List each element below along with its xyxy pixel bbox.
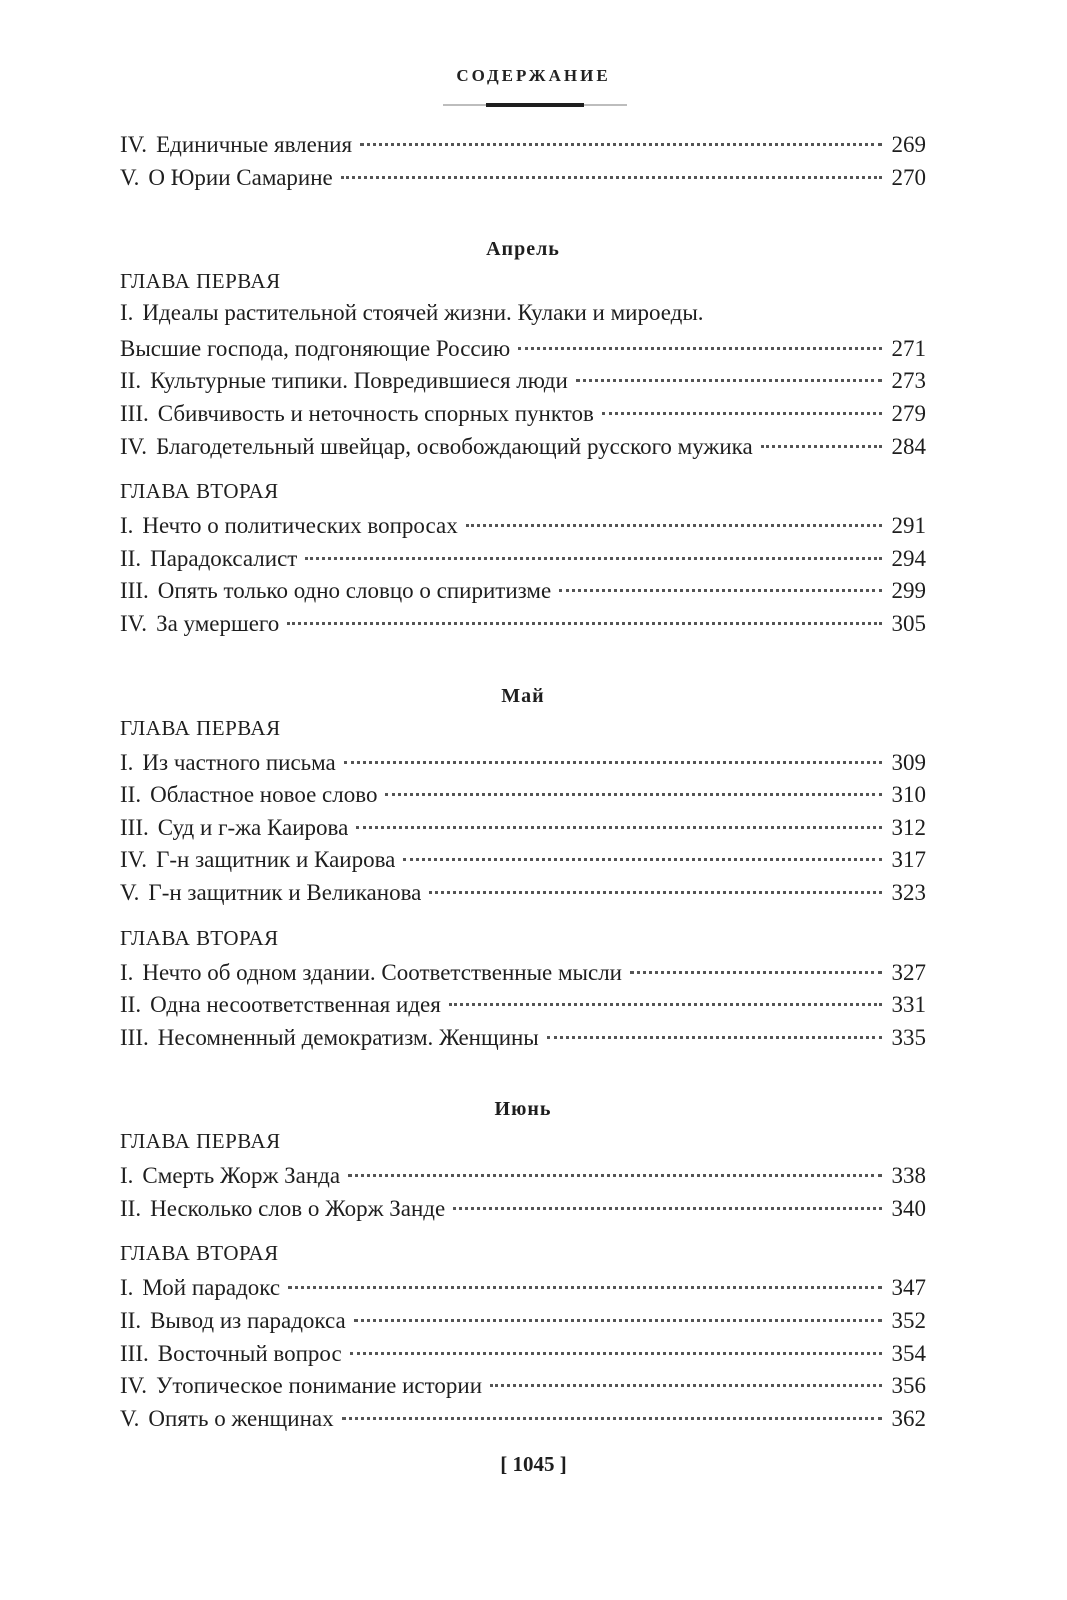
entry-page: 335 — [891, 1024, 926, 1050]
entry-number: II. — [120, 368, 142, 394]
dot-leader — [344, 738, 882, 764]
entry-page: 356 — [891, 1373, 926, 1399]
entry-number: V. — [120, 1405, 140, 1431]
dot-leader — [356, 803, 882, 829]
table-of-contents — [120, 126, 926, 1432]
entry-title: Опять только одно словцо о спиритизме — [157, 578, 552, 604]
entry-title: За умершего — [156, 610, 280, 636]
dot-leader — [287, 599, 882, 625]
dot-leader — [453, 1184, 882, 1210]
entry-title: Смерть Жорж Занда — [142, 1163, 341, 1189]
running-header — [0, 66, 1067, 86]
entry-page: 299 — [891, 578, 926, 604]
entry-number: III. — [120, 578, 149, 604]
entry-title: Парадоксалист — [150, 545, 298, 571]
entry-number: IV. — [120, 610, 148, 636]
entry-number: I. — [120, 300, 134, 326]
entry-number: IV. — [120, 433, 148, 459]
chapter-heading: ГЛАВА ПЕРВАЯ — [120, 715, 281, 740]
entry-title: Из частного письма — [142, 749, 336, 775]
entry-page: 279 — [891, 400, 926, 426]
entry-title: Сбивчивость и неточность спорных пунктов — [157, 400, 594, 426]
dot-leader — [761, 422, 882, 448]
entry-page: 284 — [891, 433, 926, 459]
entry-page: 338 — [891, 1163, 926, 1189]
entry-page: 347 — [891, 1275, 926, 1301]
entry-title: Восточный вопрос — [157, 1340, 342, 1366]
dot-leader — [403, 835, 882, 861]
entry-title: Вывод из парадокса — [150, 1308, 346, 1334]
entry-page: 340 — [891, 1195, 926, 1221]
entry-title: Опять о женщинах — [148, 1405, 334, 1431]
entry-title: Г-н защитник и Каирова — [156, 847, 396, 873]
dot-leader — [354, 1296, 882, 1322]
toc-entry — [120, 1400, 926, 1433]
entry-page: 309 — [891, 749, 926, 775]
running-header-title: СОДЕРЖАНИЕ — [456, 66, 611, 85]
dot-leader — [449, 980, 882, 1006]
entry-title: Г-н защитник и Великанова — [148, 879, 422, 905]
dot-leader — [348, 1151, 882, 1177]
entry-title: О Юрии Самарине — [148, 164, 333, 190]
entry-number: I. — [120, 749, 134, 775]
entry-page: 327 — [891, 959, 926, 985]
entry-title: Идеалы растительной стоячей жизни. Кулаки и мироеды. — [142, 300, 704, 326]
dot-leader — [547, 1013, 882, 1039]
entry-page: 317 — [891, 847, 926, 873]
dot-leader — [602, 389, 882, 415]
entry-number: IV. — [120, 847, 148, 873]
dot-leader — [630, 948, 882, 974]
toc-entry — [120, 1019, 926, 1052]
dot-leader — [288, 1263, 882, 1289]
month-heading-april: Апрель — [486, 238, 560, 261]
entry-title: Мой парадокс — [142, 1275, 281, 1301]
entry-page: 294 — [891, 545, 926, 571]
chapter-heading: ГЛАВА ПЕРВАЯ — [120, 1129, 281, 1154]
header-rule-accent — [486, 103, 584, 107]
entry-number: III. — [120, 1024, 149, 1050]
entry-page: 310 — [891, 782, 926, 808]
entry-title: Несомненный демократизм. Женщины — [157, 1024, 539, 1050]
dot-leader — [350, 1329, 882, 1355]
entry-title: Утопическое понимание истории — [156, 1373, 483, 1399]
toc-entry — [120, 1190, 926, 1223]
entry-number: IV. — [120, 1373, 148, 1399]
dot-leader — [466, 501, 882, 527]
dot-leader — [518, 324, 882, 350]
month-heading-june: Июнь — [494, 1098, 552, 1121]
entry-page: 352 — [891, 1308, 926, 1334]
entry-number: I. — [120, 1163, 134, 1189]
entry-number: I. — [120, 959, 134, 985]
entry-number: V. — [120, 879, 140, 905]
toc-entry — [120, 605, 926, 638]
chapter-heading: ГЛАВА ВТОРАЯ — [120, 925, 279, 950]
entry-page: 354 — [891, 1340, 926, 1366]
entry-number: II. — [120, 782, 142, 808]
entry-title: Областное новое слово — [150, 782, 378, 808]
entry-page: 312 — [891, 814, 926, 840]
entry-number: IV. — [120, 132, 148, 157]
entry-number: II. — [120, 992, 142, 1018]
dot-leader — [559, 566, 882, 592]
entry-number: III. — [120, 400, 149, 426]
entry-page: 362 — [891, 1405, 926, 1431]
dot-leader — [576, 356, 882, 382]
entry-title: Единичные явления — [156, 132, 353, 157]
chapter-heading: ГЛАВА ВТОРАЯ — [120, 1241, 279, 1266]
toc-entry — [120, 874, 926, 907]
toc-entry — [120, 159, 926, 192]
entry-title: Нечто о политических вопросах — [142, 513, 458, 539]
entry-number: II. — [120, 1195, 142, 1221]
toc-entry — [120, 428, 926, 461]
entry-number: III. — [120, 1340, 149, 1366]
dot-leader — [385, 770, 882, 796]
page-number: [ 1045 ] — [500, 1452, 567, 1476]
entry-title: Высшие господа, подгоняющие Россию — [120, 335, 511, 361]
entry-number: II. — [120, 545, 142, 571]
chapter-heading: ГЛАВА ВТОРАЯ — [120, 479, 279, 504]
dot-leader — [341, 153, 882, 179]
dot-leader — [490, 1361, 882, 1387]
dot-leader — [360, 120, 882, 146]
entry-title: Нечто об одном здании. Соответственные мысли — [142, 959, 622, 985]
entry-page: 269 — [891, 132, 926, 157]
entry-title: Суд и г-жа Каирова — [157, 814, 349, 840]
entry-title: Несколько слов о Жорж Занде — [150, 1195, 446, 1221]
dot-leader — [429, 868, 882, 894]
entry-number: III. — [120, 814, 149, 840]
entry-page: 270 — [891, 164, 926, 190]
entry-number: I. — [120, 1275, 134, 1301]
entry-page: 331 — [891, 992, 926, 1018]
entry-page: 305 — [891, 610, 926, 636]
month-heading-may: Май — [501, 684, 545, 707]
entry-number: V. — [120, 164, 140, 190]
entry-title: Благодетельный швейцар, освобождающий русского мужика — [156, 433, 753, 459]
entry-number: I. — [120, 513, 134, 539]
dot-leader — [305, 534, 882, 560]
dot-leader — [342, 1394, 882, 1420]
entry-title: Одна несоответственная идея — [150, 992, 441, 1018]
chapter-heading: ГЛАВА ПЕРВАЯ — [120, 269, 281, 294]
entry-page: 291 — [891, 513, 926, 539]
entry-number: II. — [120, 1308, 142, 1334]
entry-page: 271 — [891, 335, 926, 361]
entry-page: 323 — [891, 879, 926, 905]
entry-title: Культурные типики. Повредившиеся люди — [150, 368, 568, 394]
entry-page: 273 — [891, 368, 926, 394]
